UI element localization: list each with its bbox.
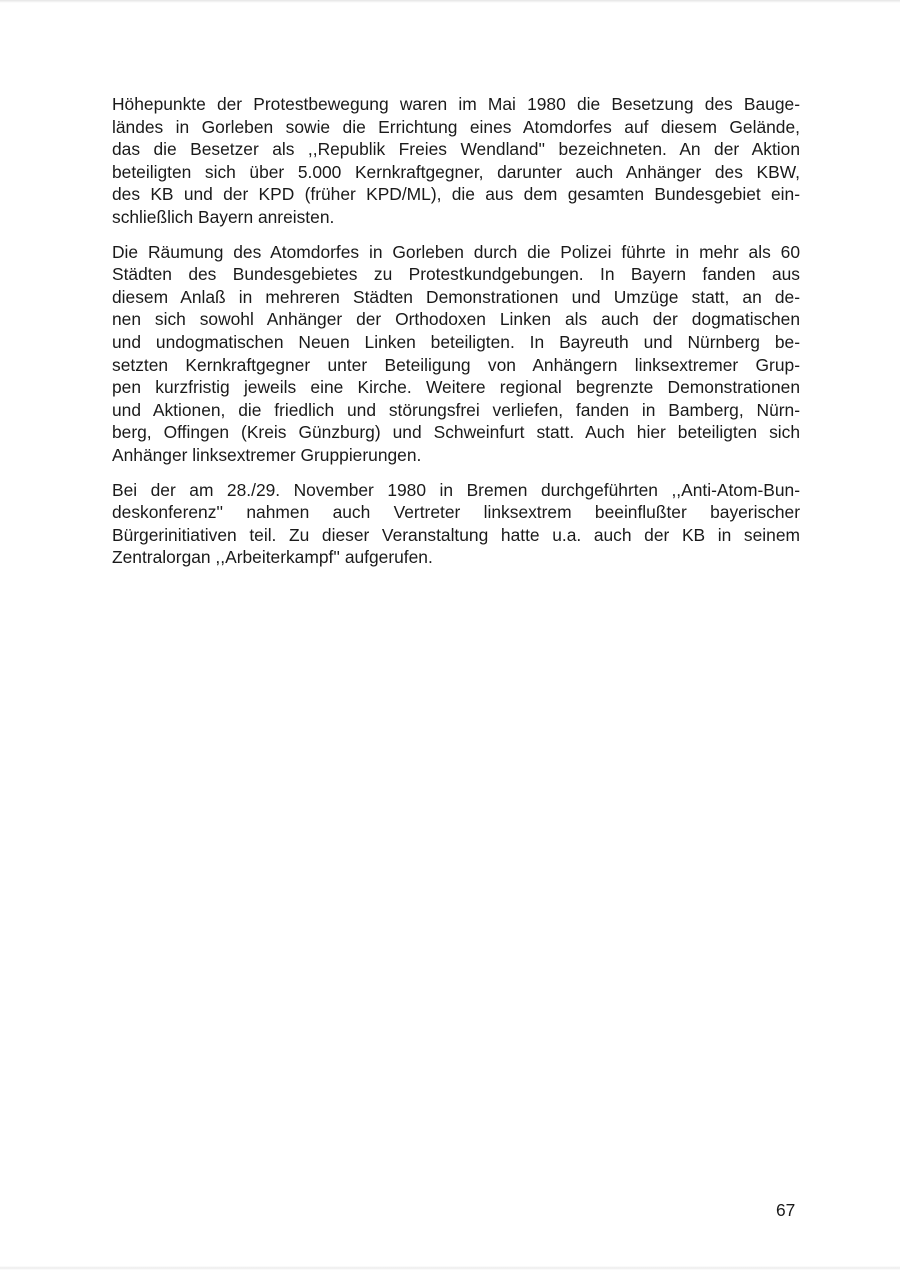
text-line: und Aktionen, die friedlich und störungsfrei verliefen, fanden in Bamberg, Nürn- (112, 399, 800, 420)
page-number: 67 (776, 1200, 796, 1220)
text-line: pen kurzfristig jeweils eine Kirche. Weitere regional begrenzte Demonstrationen (112, 377, 800, 398)
text-line: deskonferenz'' nahmen auch Vertreter linksextrem beeinflußter bayerischer (112, 502, 800, 523)
text-line: nen sich sowohl Anhänger der Orthodoxen Linken als auch der dogmatischen (112, 309, 800, 330)
text-line: Städten des Bundesgebietes zu Protestkundgebungen. In Bayern fanden aus (112, 264, 800, 285)
text-line: Bei der am 28./29. November 1980 in Bremen durchgeführten ,,Anti-Atom-Bun- (112, 479, 800, 500)
text-line: berg, Offingen (Kreis Günzburg) und Schweinfurt statt. Auch hier beteiligten sich (112, 422, 800, 443)
text-line: Höhepunkte der Protestbewegung waren im Mai 1980 die Besetzung des Bauge- (112, 94, 800, 114)
scan-edge-top (0, 0, 900, 3)
body-text (112, 93, 800, 581)
scan-edge-bottom (0, 1266, 900, 1270)
paragraph-2 (112, 241, 800, 467)
text-line: diesem Anlaß in mehreren Städten Demonstrationen und Umzüge statt, an de- (112, 286, 800, 307)
text-line: das die Besetzer als ,,Republik Freies Wendland'' bezeichneten. An der Aktion (112, 139, 800, 160)
text-line: setzten Kernkraftgegner unter Beteiligung von Anhängern linksextremer Grup- (112, 354, 800, 375)
text-line: Bürgerinitiativen teil. Zu dieser Veranstaltung hatte u.a. auch der KB in seinem (112, 524, 800, 545)
text-line: Zentralorgan ,,Arbeiterkampf'' aufgerufen. (112, 547, 433, 568)
text-line: schließlich Bayern anreisten. (112, 206, 335, 227)
text-line: und undogmatischen Neuen Linken beteiligten. In Bayreuth und Nürnberg be- (112, 331, 800, 352)
paragraph-3 (112, 479, 800, 569)
text-line: ländes in Gorleben sowie die Errichtung eines Atomdorfes auf diesem Gelände, (112, 116, 800, 137)
text-line: des KB und der KPD (früher KPD/ML), die aus dem gesamten Bundesgebiet ein- (112, 184, 800, 205)
paragraph-1 (112, 93, 800, 229)
text-line: Anhänger linksextremer Gruppierungen. (112, 444, 422, 465)
text-line: beteiligten sich über 5.000 Kernkraftgegner, darunter auch Anhänger des KBW, (112, 161, 800, 182)
text-line: Die Räumung des Atomdorfes in Gorleben durch die Polizei führte in mehr als 60 (112, 241, 800, 262)
